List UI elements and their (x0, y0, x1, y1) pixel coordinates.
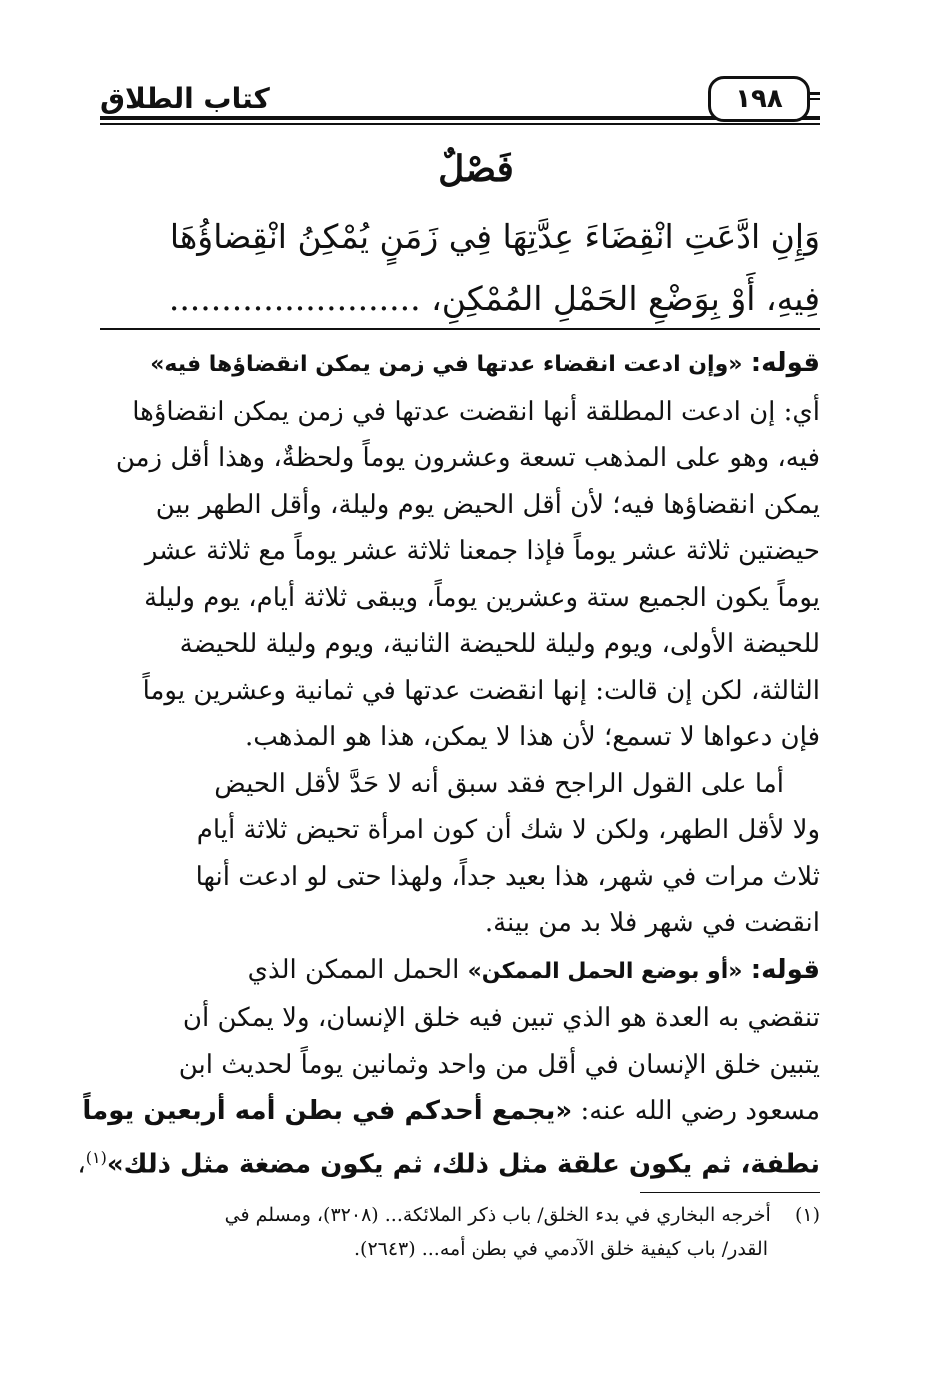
book-title: كتاب الطلاق (100, 82, 270, 115)
text-line: يوماً يكون الجميع ستة وعشرين يوماً، ويبقى ثلاثة أيام، يوم وليلة (144, 582, 820, 613)
text-line (100, 340, 820, 389)
text-line: ولا لأقل الطهر، ولكن لا شك أن كون امرأة تحيض ثلاثة أيام (196, 815, 820, 845)
text-line: للحيضة الأولى، ويوم وليلة للحيضة الثانية، ويوم وليلة للحيضة (179, 629, 820, 659)
text-line (82, 1088, 820, 1135)
text-line: تنقضي به العدة هو الذي تبين فيه خلق الإنسان، ولا يمكن أن (182, 1003, 820, 1033)
text-line: يمكن انقضاؤها فيه؛ لأن أقل الحيض يوم وليلة، وأقل الطهر بين (155, 489, 820, 520)
quote-label: قوله: (750, 954, 820, 985)
footnote-line (100, 1198, 820, 1232)
section-heading: فَصْلٌ (438, 148, 514, 190)
text-line: حيضتين ثلاثة عشر يوماً فإذا جمعنا ثلاثة عشر يوماً مع ثلاثة عشر (144, 536, 820, 566)
footnote-text: أخرجه البخاري في بدء الخلق/ باب ذكر الملائكة... (٣٢٠٨)، ومسلم في (224, 1204, 771, 1226)
text-line: فإن دعواها لا تسمع؛ لأن هذا لا يمكن، هذا هو المذهب. (244, 722, 820, 752)
quote-label: قوله: (750, 348, 820, 378)
commentary-paragraph-2 (100, 761, 820, 947)
matn-text (100, 206, 820, 330)
matn-line: فِيهِ، أَوْ بِوَضْعِ الحَمْلِ المُمْكِنِ، ........................ (168, 279, 820, 318)
text-line (77, 1135, 820, 1188)
hadith-text: نطفة، ثم يكون علقة مثل ذلك، ثم يكون مضغة مثل ذلك» (106, 1149, 820, 1180)
hadith-text: «يجمع أحدكم في بطن أمه أربعين يوماً (82, 1096, 573, 1126)
text-line: الثالثة، لكن إن قالت: إنها انقضت عدتها في ثمانية وعشرين يوماً (142, 675, 820, 706)
footnote-marker[interactable]: (١) (85, 1147, 107, 1167)
header-rule-thin (100, 123, 820, 125)
footnote-divider (640, 1192, 820, 1193)
matn-divider (100, 328, 820, 330)
text-span: مسعود رضي الله عنه: (580, 1096, 820, 1126)
page-header (100, 70, 820, 134)
text-line: ثلاث مرات في شهر، هذا بعيد جداً، ولهذا حتى لو ادعت أنها (195, 861, 820, 892)
commentary-paragraph-1 (100, 340, 820, 761)
text-line (100, 947, 820, 996)
page-number: ١٩٨ (708, 76, 810, 122)
footnotes (100, 1198, 820, 1266)
quoted-matn: «وإن ادعت انقضاء عدتها في زمن يمكن انقضاؤها فيه» (150, 352, 743, 377)
text-line: أما على القول الراجح فقد سبق أنه لا حَدَّ لأقل الحيض (214, 768, 784, 799)
matn-line: وَإِنِ ادَّعَتِ انْقِضَاءَ عِدَّتِهَا فِي زَمَنٍ يُمْكِنُ انْقِضاؤُهَا (169, 217, 820, 256)
text-line: فيه، وهو على المذهب تسعة وعشرون يوماً ولحظةٌ، وهذا أقل زمن (115, 443, 820, 473)
text-line: يتبين خلق الإنسان في أقل من واحد وثمانين يوماً لحديث ابن (178, 1049, 820, 1080)
quoted-matn: «أو بوضع الحمل الممكن» (467, 958, 743, 984)
text-line: انقضت في شهر فلا بد من بينة. (484, 908, 820, 938)
footnote-number: (١) (794, 1204, 820, 1226)
commentary-paragraph-3 (77, 947, 820, 1188)
text-span: الحمل الممكن الذي (247, 954, 460, 985)
commentary (77, 340, 820, 1188)
footnote-line: القدر/ باب كيفية خلق الآدمي في بطن أمه... (٢٦٤٣). (353, 1238, 768, 1260)
text-span: ، (77, 1149, 86, 1180)
text-line: أي: إن ادعت المطلقة أنها انقضت عدتها في زمن يمكن انقضاؤها (132, 396, 820, 427)
